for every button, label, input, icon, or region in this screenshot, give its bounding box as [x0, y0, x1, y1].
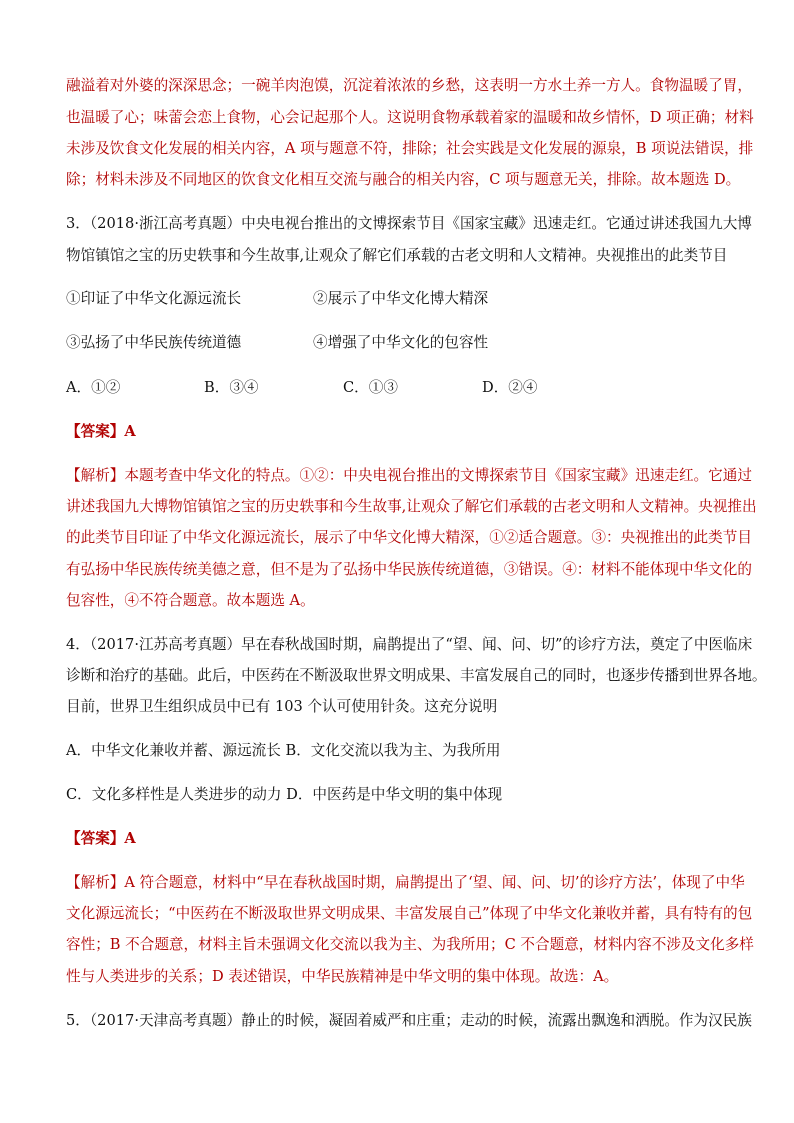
question-3-stem-line: 物馆镇馆之宝的历史轶事和今生故事,让观众了解它们承载的古老文明和人文精神。央视推出的此类节目: [66, 247, 728, 264]
question-4-answer: 【答案】A: [66, 830, 136, 847]
question-4-analysis-line: 【解析】A 符合题意，材料中“早在春秋战国时期，扁鹊提出了‘望、闻、问、切’的诊疗方法’，体现了中华: [66, 874, 745, 891]
question-3-choice-b: B．③④: [204, 379, 259, 396]
question-3-item-3: ③弘扬了中华民族传统道德: [66, 334, 242, 351]
question-3-analysis-line: 讲述我国九大博物馆镇馆之宝的历史轶事和今生故事,让观众了解它们承载的古老文明和人文精神。央视推出: [66, 498, 757, 515]
question-4-stem-line: 目前，世界卫生组织成员中已有 103 个认可使用针灸。这充分说明: [66, 698, 498, 715]
analysis-continuation-line: 融溢着对外婆的深深思念；一碗羊肉泡馍，沉淀着浓浓的乡愁，这表明一方水土养一方人。食物温暖了胃，: [66, 77, 752, 94]
question-3-analysis-line: 的此类节目印证了中华文化源远流长，展示了中华文化博大精深，①②适合题意。③：央视推出的此类节目: [66, 529, 752, 546]
question-4-choices-cd: C．文化多样性是人类进步的动力 D．中医药是中华文明的集中体现: [66, 786, 503, 803]
question-4-choices-ab: A．中华文化兼收并蓄、源远流长 B．文化交流以我为主、为我所用: [66, 742, 501, 759]
question-4-analysis-line: 容性；B 不合题意，材料主旨未强调文化交流以我为主、为我所用；C 不合题意，材料内容不涉及文化多样: [66, 936, 754, 953]
question-3-stem-line: 3．（2018·浙江高考真题）中央电视台推出的文博探索节目《国家宝藏》迅速走红。它通过讲述我国九大博: [66, 215, 752, 232]
question-3-answer: 【答案】A: [66, 423, 136, 440]
question-3-analysis-line: 【解析】本题考查中华文化的特点。①②：中央电视台推出的文博探索节目《国家宝藏》迅速走红。它通过: [66, 467, 752, 484]
analysis-continuation-line: 未涉及饮食文化发展的相关内容，A 项与题意不符，排除；社会实践是文化发展的源泉，B 项说法错误，排: [66, 140, 754, 157]
question-3-item-2: ②展示了中华文化博大精深: [313, 290, 489, 307]
analysis-continuation-line: 也温暖了心；味蕾会恋上食物，心会记起那个人。这说明食物承载着家的温暖和故乡情怀，D 项正确；材料: [66, 109, 754, 126]
question-3-analysis-line: 包容性，④不符合题意。故本题选 A。: [66, 592, 315, 609]
question-3-choice-d: D．②④: [482, 379, 538, 396]
question-3-choice-a: A．①②: [66, 379, 121, 396]
question-3-item-1: ①印证了中华文化源远流长: [66, 290, 242, 307]
question-5-stem-line: 5．（2017·天津高考真题）静止的时候，凝固着威严和庄重；走动的时候，流露出飘逸和洒脱。作为汉民族: [66, 1012, 752, 1029]
question-4-stem-line: 诊断和治疗的基础。此后，中医药在不断汲取世界文明成果、丰富发展自己的同时，也逐步传播到世界各地。: [66, 667, 767, 684]
question-3-choice-c: C．①③: [343, 379, 398, 396]
question-3-item-4: ④增强了中华文化的包容性: [313, 334, 489, 351]
question-4-analysis-line: 文化源远流长；“中医药在不断汲取世界文明成果、丰富发展自己”体现了中华文化兼收并蓄，具有特有的包: [66, 905, 753, 922]
question-4-analysis-line: 性与人类进步的关系；D 表述错误，中华民族精神是中华文明的集中体现。故选：A。: [66, 968, 619, 985]
question-4-stem-line: 4．（2017·江苏高考真题）早在春秋战国时期，扁鹊提出了“望、闻、问、切”的诊疗方法，奠定了中医临床: [66, 636, 753, 653]
question-3-analysis-line: 有弘扬中华民族传统美德之意，但不是为了弘扬中华民族传统道德，③错误。④：材料不能体现中华文化的: [66, 561, 752, 578]
analysis-continuation-line: 除；材料未涉及不同地区的饮食文化相互交流与融合的相关内容，C 项与题意无关，排除。故本题选 D。: [66, 171, 741, 188]
